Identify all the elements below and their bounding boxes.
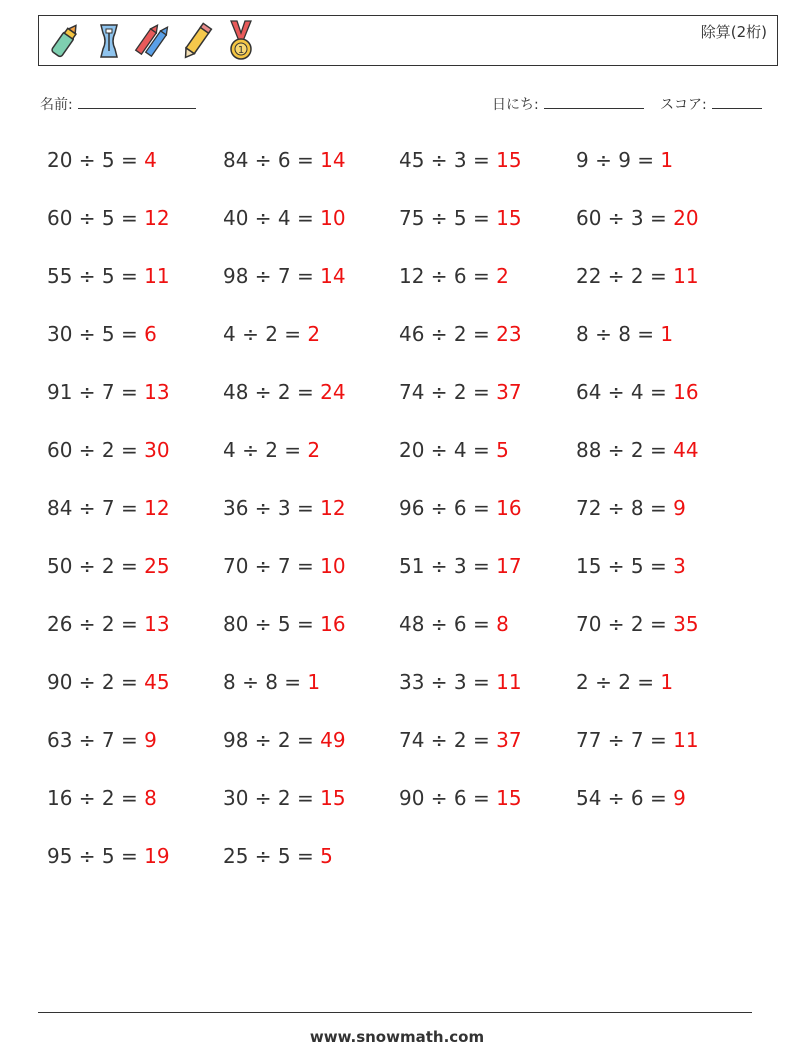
problem-question: 4 ÷ 2 = (223, 322, 308, 346)
problem-question: 36 ÷ 3 = (223, 496, 321, 520)
problem-answer: 44 (673, 438, 699, 462)
problem-item (399, 430, 576, 488)
name-blank[interactable] (78, 94, 196, 109)
problem-answer: 11 (496, 670, 522, 694)
problem-item (47, 546, 223, 604)
problem-answer: 19 (144, 844, 170, 868)
problem-item (576, 662, 751, 720)
problem-answer: 1 (660, 322, 674, 346)
problem-item (223, 430, 399, 488)
problem-answer: 10 (320, 206, 346, 230)
problem-answer: 3 (673, 554, 686, 578)
problem-item (399, 604, 576, 662)
problem-question: 25 ÷ 5 = (223, 844, 321, 868)
problem-item (399, 662, 576, 720)
problem-item (223, 778, 399, 836)
problem-question: 20 ÷ 5 = (47, 148, 145, 172)
problem-question: 2 ÷ 2 = (576, 670, 661, 694)
problem-question: 54 ÷ 6 = (576, 786, 674, 810)
problem-item (576, 546, 751, 604)
problem-question: 60 ÷ 5 = (47, 206, 145, 230)
problem-question: 90 ÷ 2 = (47, 670, 145, 694)
score-field (660, 94, 762, 114)
problem-question: 20 ÷ 4 = (399, 438, 497, 462)
problem-item (576, 488, 751, 546)
problem-answer: 37 (496, 380, 522, 404)
pencil-sharpener-icon (89, 19, 129, 63)
problem-answer: 13 (144, 380, 170, 404)
problem-item (47, 314, 223, 372)
problem-item (223, 720, 399, 778)
problem-item (223, 198, 399, 256)
problem-question: 98 ÷ 2 = (223, 728, 321, 752)
problem-question: 30 ÷ 5 = (47, 322, 145, 346)
problem-answer: 15 (320, 786, 346, 810)
problem-answer: 1 (660, 670, 674, 694)
problem-answer: 35 (673, 612, 699, 636)
problem-item (223, 662, 399, 720)
problem-item (399, 720, 576, 778)
name-field (40, 94, 196, 114)
problem-question: 8 ÷ 8 = (576, 322, 661, 346)
problem-question: 9 ÷ 9 = (576, 148, 661, 172)
svg-text:1: 1 (237, 45, 245, 56)
problem-item (399, 778, 576, 836)
problem-question: 84 ÷ 6 = (223, 148, 321, 172)
problem-question: 80 ÷ 5 = (223, 612, 321, 636)
problem-item (576, 778, 751, 836)
problem-item (399, 488, 576, 546)
problem-answer: 30 (144, 438, 170, 462)
problem-answer: 12 (320, 496, 346, 520)
problem-question: 8 ÷ 8 = (223, 670, 308, 694)
problem-answer: 49 (320, 728, 346, 752)
problem-item (47, 140, 223, 198)
problem-question: 30 ÷ 2 = (223, 786, 321, 810)
problem-answer: 1 (307, 670, 321, 694)
problem-question: 22 ÷ 2 = (576, 264, 674, 288)
problem-answer: 25 (144, 554, 170, 578)
problem-item (223, 140, 399, 198)
medal-icon (221, 19, 261, 63)
problem-question: 51 ÷ 3 = (399, 554, 497, 578)
problem-question: 33 ÷ 3 = (399, 670, 497, 694)
problem-item (399, 140, 576, 198)
problem-answer: 5 (496, 438, 509, 462)
problem-answer: 1 (660, 148, 674, 172)
problem-question: 70 ÷ 2 = (576, 612, 674, 636)
problem-answer: 13 (144, 612, 170, 636)
problem-answer: 8 (144, 786, 157, 810)
problem-item (223, 314, 399, 372)
problem-item (399, 546, 576, 604)
problem-answer: 16 (673, 380, 699, 404)
problem-question: 63 ÷ 7 = (47, 728, 145, 752)
date-label: 日にち: (492, 97, 539, 113)
problem-question: 77 ÷ 7 = (576, 728, 674, 752)
problem-answer: 12 (144, 206, 170, 230)
footer-divider (38, 1012, 752, 1013)
problem-answer: 9 (673, 496, 686, 520)
problem-item (223, 604, 399, 662)
problem-answer: 10 (320, 554, 346, 578)
problem-question: 55 ÷ 5 = (47, 264, 145, 288)
problem-answer: 11 (144, 264, 170, 288)
problem-item (399, 372, 576, 430)
problem-answer: 2 (307, 438, 321, 462)
problem-item (399, 198, 576, 256)
problem-item (47, 488, 223, 546)
problem-answer: 17 (496, 554, 522, 578)
problem-item (576, 720, 751, 778)
problem-question: 96 ÷ 6 = (399, 496, 497, 520)
problem-answer: 23 (496, 322, 522, 346)
problem-answer: 6 (144, 322, 157, 346)
problem-item (47, 256, 223, 314)
problem-answer: 12 (144, 496, 170, 520)
problem-question: 60 ÷ 2 = (47, 438, 145, 462)
problem-question: 72 ÷ 8 = (576, 496, 674, 520)
problem-answer: 15 (496, 786, 522, 810)
problem-answer: 45 (144, 670, 170, 694)
problem-question: 90 ÷ 6 = (399, 786, 497, 810)
problem-question: 95 ÷ 5 = (47, 844, 145, 868)
problem-item (576, 256, 751, 314)
problem-grid (47, 140, 751, 894)
problem-question: 4 ÷ 2 = (223, 438, 308, 462)
problem-item (576, 314, 751, 372)
score-label: スコア: (660, 97, 707, 113)
problem-answer: 14 (320, 148, 346, 172)
problem-item (576, 198, 751, 256)
problem-question: 45 ÷ 3 = (399, 148, 497, 172)
problem-question: 70 ÷ 7 = (223, 554, 321, 578)
problem-answer: 20 (673, 206, 699, 230)
problem-question: 48 ÷ 2 = (223, 380, 321, 404)
problem-question: 91 ÷ 7 = (47, 380, 145, 404)
problem-answer: 15 (496, 148, 522, 172)
problem-answer: 11 (673, 264, 699, 288)
problem-question: 64 ÷ 4 = (576, 380, 674, 404)
problem-answer: 11 (673, 728, 699, 752)
problem-item (47, 662, 223, 720)
problem-question: 60 ÷ 3 = (576, 206, 674, 230)
problem-item (399, 314, 576, 372)
problem-answer: 24 (320, 380, 346, 404)
problem-answer: 2 (307, 322, 321, 346)
problem-answer: 2 (496, 264, 509, 288)
crayons-icon (131, 19, 171, 63)
header-box (38, 15, 778, 66)
problem-question: 26 ÷ 2 = (47, 612, 145, 636)
problem-answer: 8 (496, 612, 509, 636)
problem-item (399, 256, 576, 314)
problem-item (223, 372, 399, 430)
problem-item (576, 604, 751, 662)
problem-answer: 16 (496, 496, 522, 520)
problem-answer: 5 (320, 844, 333, 868)
problem-item (47, 720, 223, 778)
problem-item (47, 778, 223, 836)
problem-question: 40 ÷ 4 = (223, 206, 321, 230)
problem-question: 74 ÷ 2 = (399, 380, 497, 404)
problem-answer: 37 (496, 728, 522, 752)
problem-answer: 14 (320, 264, 346, 288)
pencil-icon (177, 19, 217, 63)
problem-item (47, 836, 223, 894)
highlighter-icon (45, 19, 85, 63)
problem-question: 46 ÷ 2 = (399, 322, 497, 346)
name-label: 名前: (40, 97, 73, 113)
problem-item (223, 256, 399, 314)
problem-item (47, 430, 223, 488)
problem-question: 48 ÷ 6 = (399, 612, 497, 636)
problem-item (47, 198, 223, 256)
date-field (492, 94, 644, 114)
date-blank[interactable] (544, 94, 644, 109)
problem-item (223, 488, 399, 546)
problem-answer: 9 (144, 728, 157, 752)
problem-question: 75 ÷ 5 = (399, 206, 497, 230)
problem-item (576, 372, 751, 430)
problem-question: 74 ÷ 2 = (399, 728, 497, 752)
worksheet-title: 除算(2桁) (700, 23, 767, 41)
problem-answer: 9 (673, 786, 686, 810)
problem-question: 15 ÷ 5 = (576, 554, 674, 578)
problem-question: 50 ÷ 2 = (47, 554, 145, 578)
score-blank[interactable] (712, 94, 762, 109)
problem-item (47, 372, 223, 430)
problem-answer: 16 (320, 612, 346, 636)
problem-question: 16 ÷ 2 = (47, 786, 145, 810)
problem-answer: 15 (496, 206, 522, 230)
problem-item (47, 604, 223, 662)
problem-question: 98 ÷ 7 = (223, 264, 321, 288)
footer-url: www.snowmath.com (309, 1028, 485, 1046)
problem-item (223, 836, 399, 894)
problem-item (576, 140, 751, 198)
problem-question: 88 ÷ 2 = (576, 438, 674, 462)
problem-question: 12 ÷ 6 = (399, 264, 497, 288)
problem-answer: 4 (144, 148, 157, 172)
problem-question: 84 ÷ 7 = (47, 496, 145, 520)
problem-item (576, 430, 751, 488)
problem-item (223, 546, 399, 604)
